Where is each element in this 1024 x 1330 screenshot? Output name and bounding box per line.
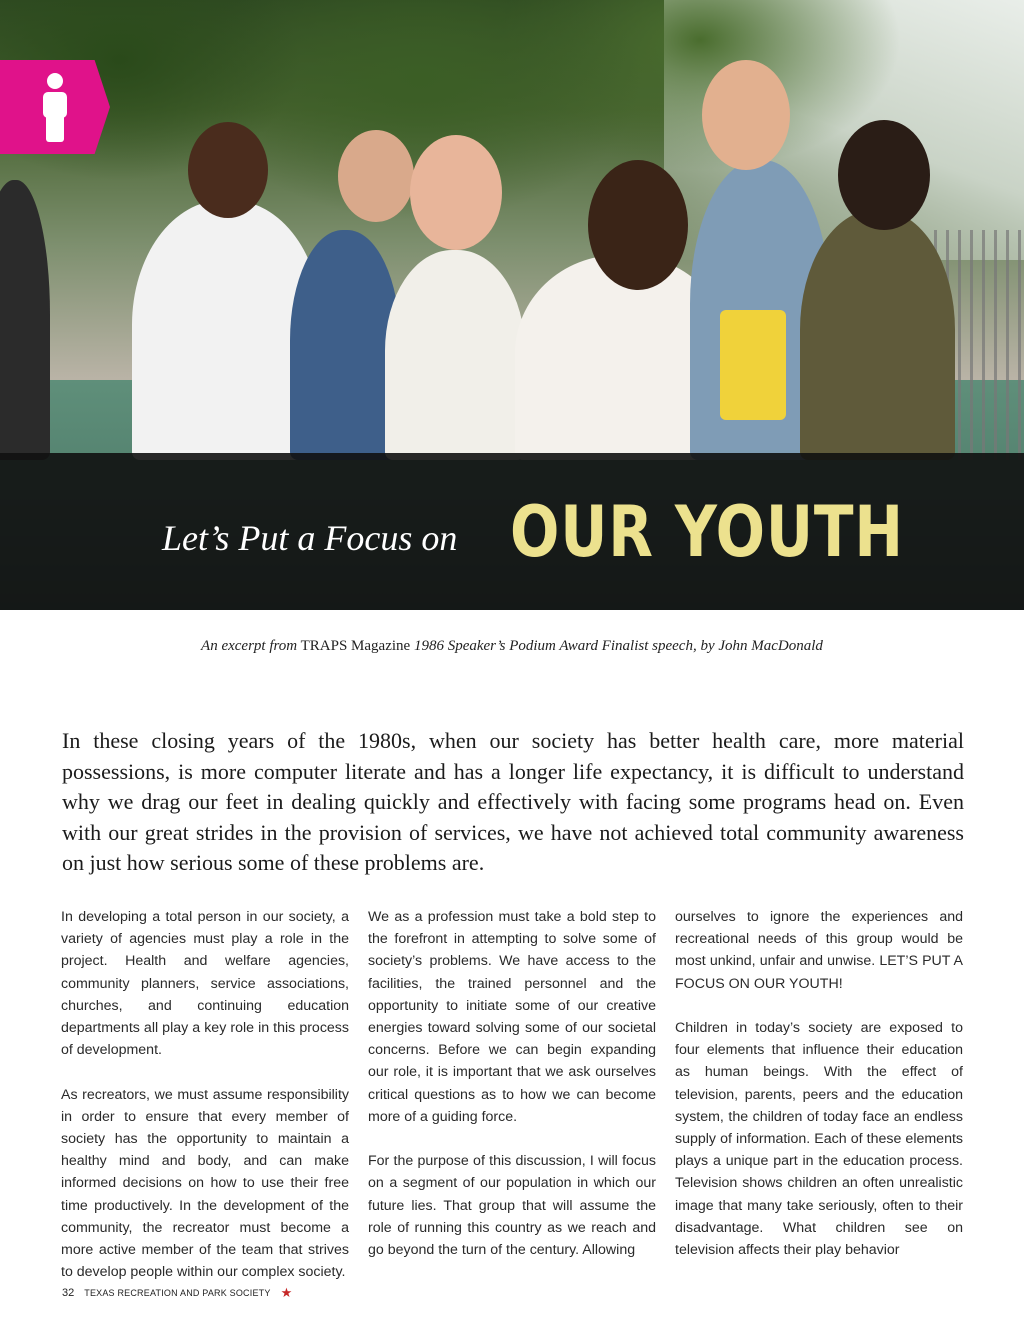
byline	[0, 638, 1024, 655]
organization-name: TEXAS RECREATION AND PARK SOCIETY	[84, 1288, 271, 1298]
paragraph: We as a profession must take a bold step to the forefront in attempting to solve some of society’s problems. We have access to the facilities, the trained personnel and the opportunity to initiate some of our creative energies toward solving some of our societal concerns. Before we can begin expanding our role, it is important that we ask ourselves critical questions as to how we can become more of a guiding force.	[368, 909, 656, 1125]
section-tag	[0, 60, 110, 154]
byline-part1: An excerpt from	[201, 638, 298, 654]
star-icon: ★	[280, 1285, 293, 1300]
byline-part3: 1986 Speaker’s Podium Award Finalist speech, by John MacDonald	[413, 638, 823, 654]
paragraph: As recreators, we must assume responsibility in order to ensure that every member of society has the opportunity to maintain a healthy mind and body, and can make informed decisions on how to use their free time productively. In the development of the community, the recreator must become a more active member of the team that strives to develop people within our complex society.	[61, 1086, 349, 1281]
article-column-3	[675, 906, 963, 1283]
paragraph: ourselves to ignore the experiences and recreational needs of this group would be most unkind, unfair and unwise. LET’S PUT A FOCUS ON OUR YOUTH!	[675, 909, 963, 992]
headline-lead: Let’s Put a Focus on	[162, 518, 458, 558]
article-column-1	[61, 906, 349, 1306]
byline-part2: TRAPS Magazine	[297, 638, 414, 654]
paragraph: For the purpose of this discussion, I will focus on a segment of our population in which our future lies. That group that will assume the role of running this country as we reach and go beyond the turn of the century. Allowing	[368, 1153, 656, 1259]
article-column-2	[368, 906, 656, 1283]
paragraph: In developing a total person in our society, a variety of agencies must play a role in the project. Health and welfare agencies, community planners, service associations, churches, and continuing education departments all play a key role in this process of development.	[61, 909, 349, 1059]
title-banner	[0, 453, 1024, 610]
intro-paragraph: In these closing years of the 1980s, when our society has better health care, more material possessions, is more computer literate and has a longer life expectancy, it is difficult to understand why we drag our feet in dealing quickly and effectively with facing some programs head on. Even with our great strides in the provision of services, we have not achieved total community awareness on just how serious some of these problems are.	[62, 728, 964, 875]
page-number: 32	[62, 1287, 75, 1299]
headline-main: OUR YOUTH	[510, 491, 904, 573]
page-footer	[62, 1287, 292, 1299]
paragraph: Children in today’s society are exposed to four elements that influence their education as human beings. With the effect of television, parents, peers and the education system, the children of today face an endless supply of information. Each of these elements plays a unique part in the education process. Television shows children an often unrealistic image that many take seriously, often to their disadvantage. What children see on television affects their play behavior	[675, 1020, 963, 1259]
person-icon	[40, 72, 70, 142]
